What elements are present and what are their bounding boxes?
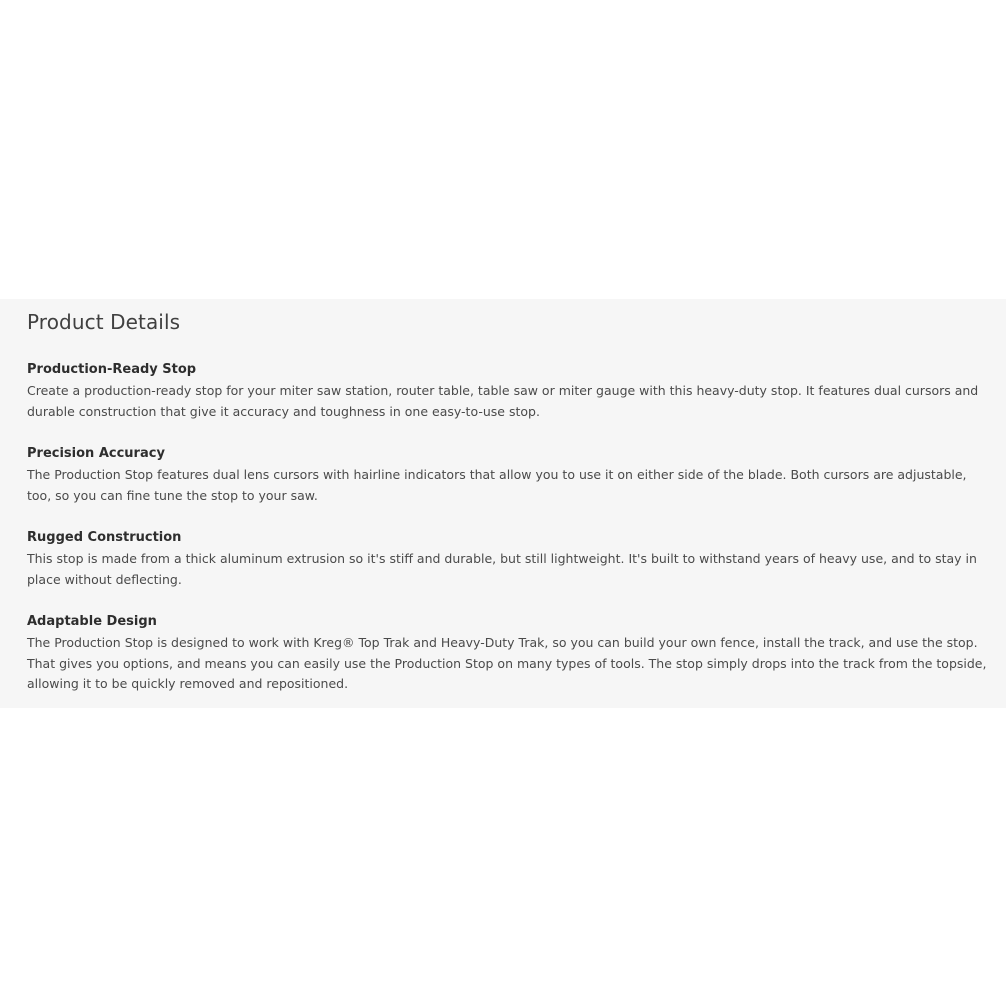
section-body: The Production Stop is designed to work with Kreg® Top Trak and Heavy-Duty Trak, so you can build your own fence, install the track, and use the stop. That gives you options, and means you can easily use the Production Stop on many types of tools. The stop simply drops into the track from the topside, allowing it to be quickly removed and repositioned.	[27, 635, 987, 691]
section-heading: Precision Accuracy	[27, 446, 165, 461]
section-heading: Production-Ready Stop	[27, 362, 197, 377]
detail-section-production-ready-stop	[27, 361, 990, 422]
section-body: The Production Stop features dual lens cursors with hairline indicators that allow you to use it on either side of the blade. Both cursors are adjustable, too, so you can fine tune the stop to your saw.	[27, 467, 967, 503]
product-details-panel	[0, 299, 1006, 708]
detail-section-rugged-construction	[27, 529, 990, 590]
section-heading: Adaptable Design	[27, 614, 157, 629]
detail-section-adaptable-design	[27, 613, 990, 695]
section-body: This stop is made from a thick aluminum extrusion so it's stiff and durable, but still lightweight. It's built to withstand years of heavy use, and to stay in place without deflecting.	[27, 551, 977, 587]
section-body: Create a production-ready stop for your miter saw station, router table, table saw or miter gauge with this heavy-duty stop. It features dual cursors and durable construction that give it accuracy and toughness in one easy-to-use stop.	[27, 383, 979, 419]
page-title: Product Details	[27, 310, 181, 334]
section-heading: Rugged Construction	[27, 530, 182, 545]
detail-section-precision-accuracy	[27, 445, 990, 506]
